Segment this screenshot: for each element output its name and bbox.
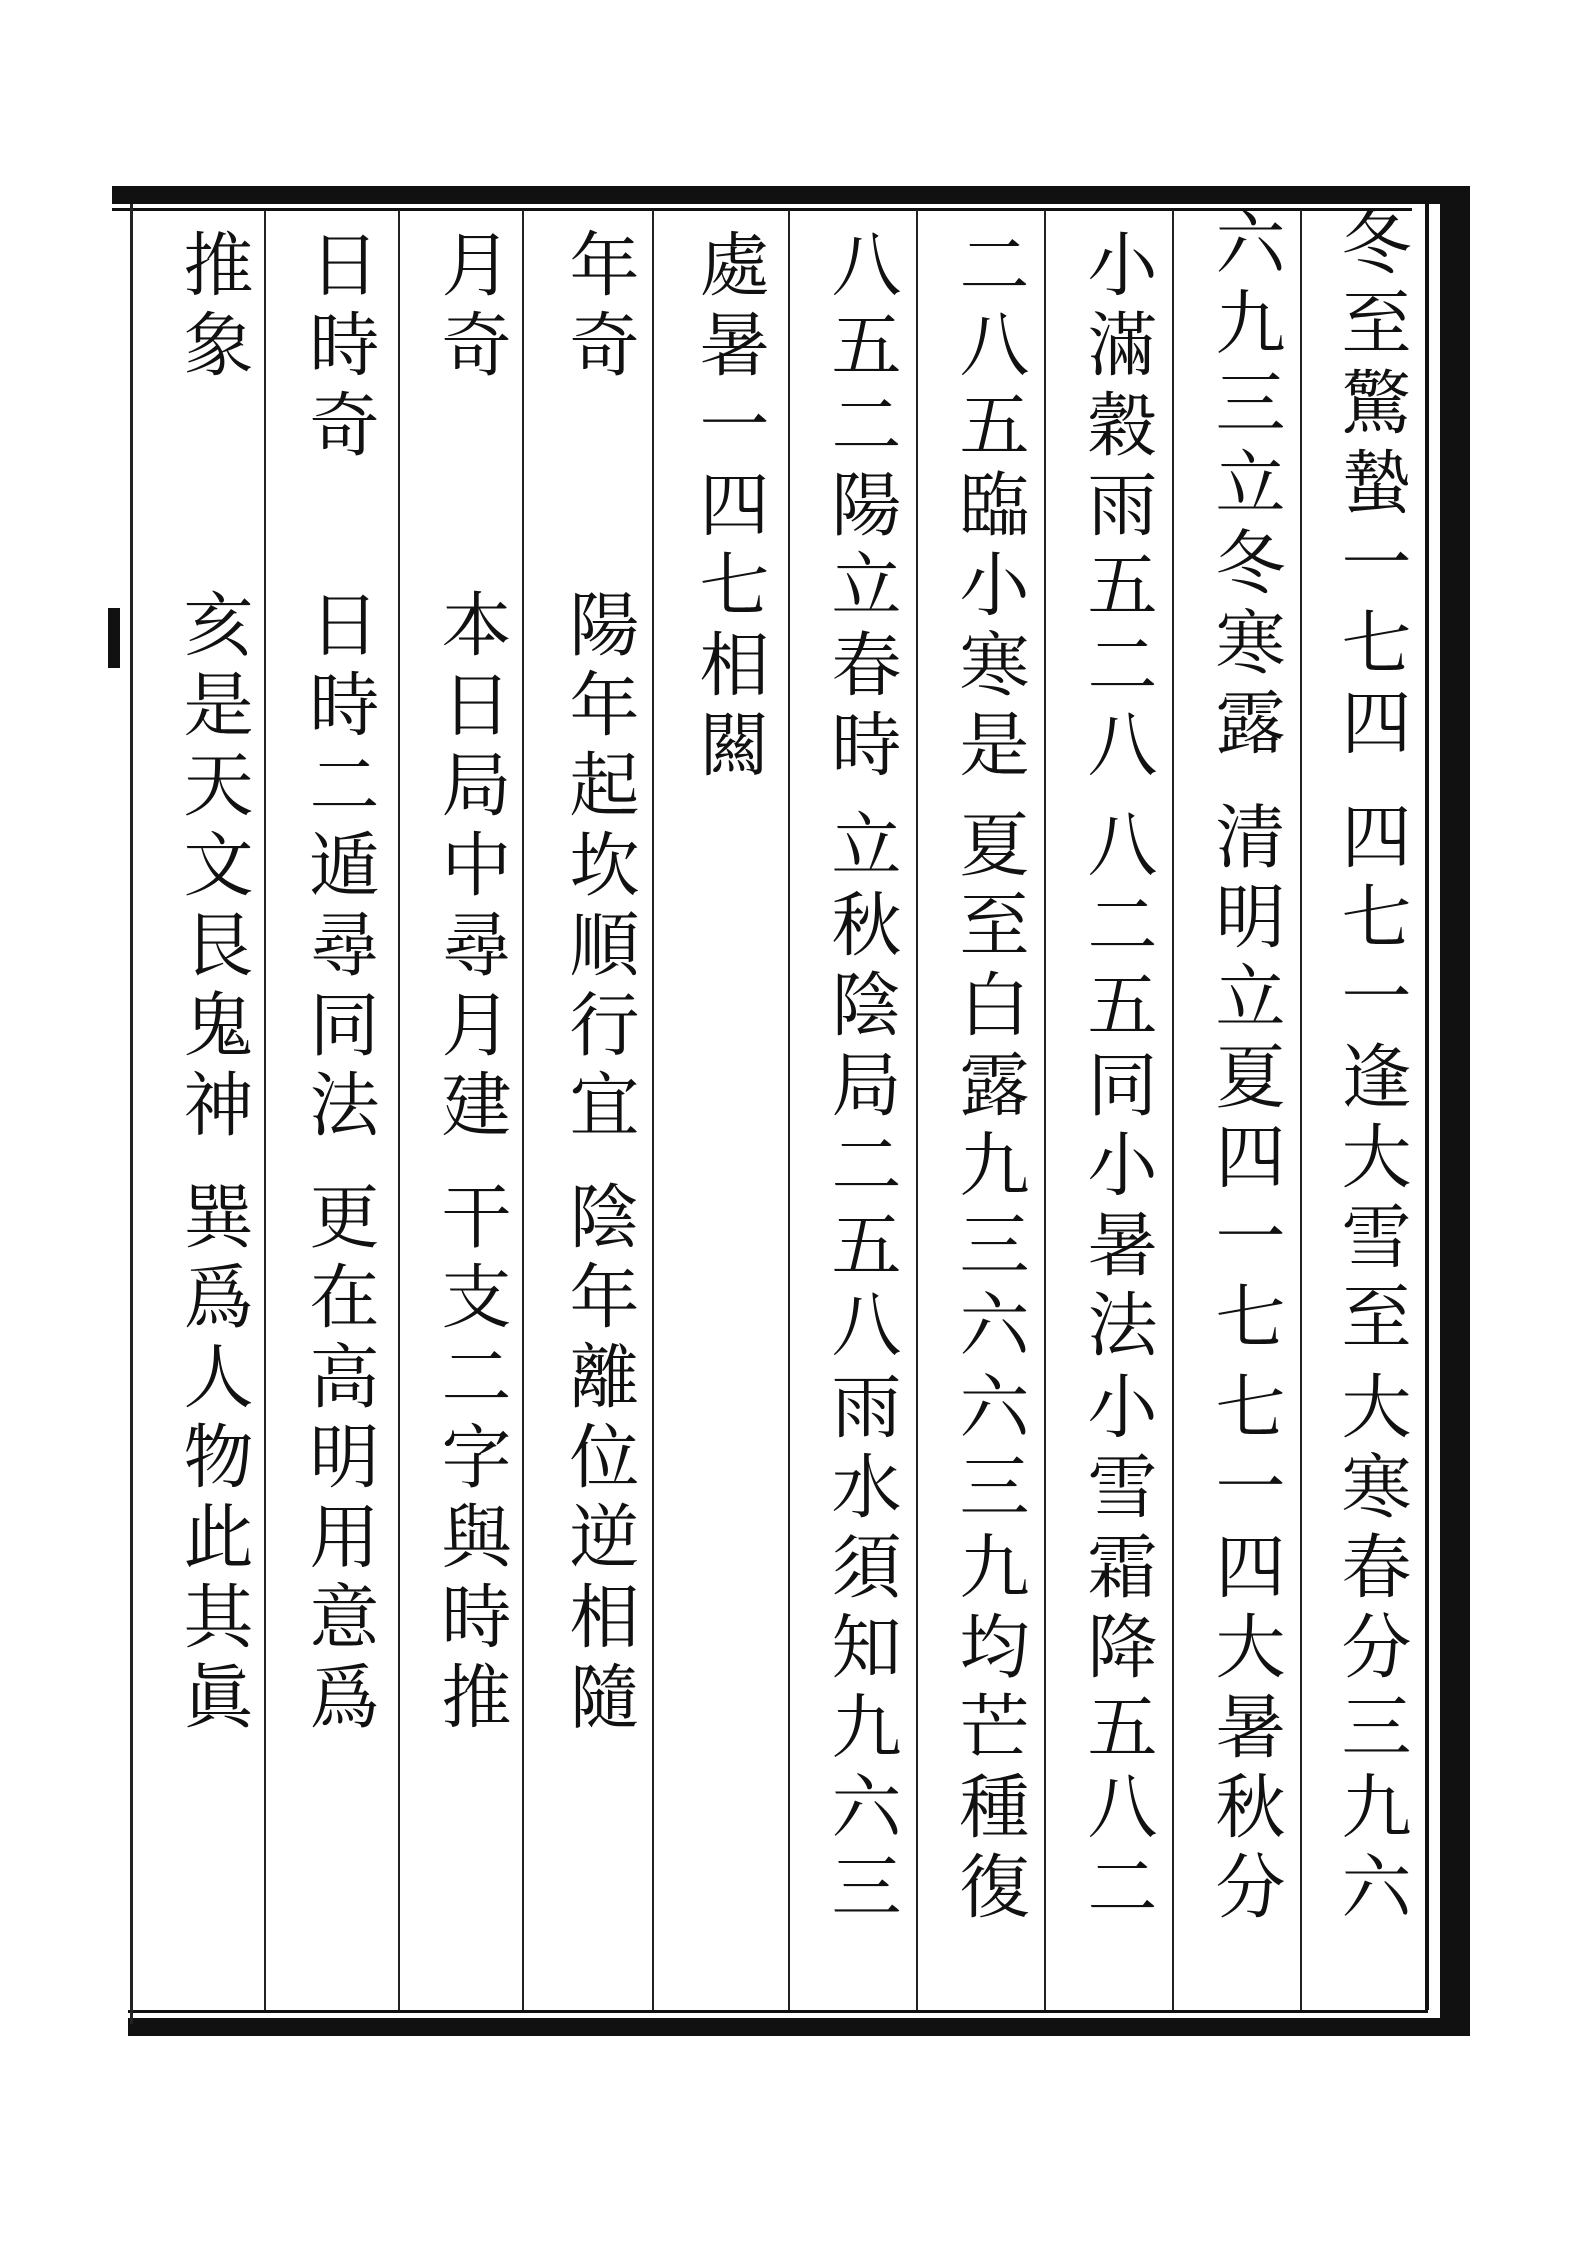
verse-line-mid: 清明立夏四一七 bbox=[1204, 800, 1286, 1360]
verse-line-mid: 八二五同小暑法 bbox=[1076, 808, 1158, 1368]
column-rule bbox=[652, 210, 654, 2010]
verse-line-tail: 雨水須知九六三 bbox=[820, 1370, 902, 1930]
verse-line-tail: 巽爲人物此其眞 bbox=[172, 1180, 254, 1740]
section-heading: 推象 bbox=[172, 228, 254, 388]
verse-line-tail: 干支二字與時推 bbox=[430, 1180, 512, 1740]
section-heading: 年奇 bbox=[558, 228, 640, 388]
column-rule bbox=[522, 210, 524, 2010]
column-rule bbox=[1172, 210, 1174, 2010]
verse-line-mid: 亥是天文艮鬼神 bbox=[172, 588, 254, 1148]
verse-line-head: 二八五臨小寒是 bbox=[948, 228, 1030, 788]
column-rule bbox=[916, 210, 918, 2010]
frame-bottom-inner-line bbox=[128, 2010, 1428, 2013]
verse-line-tail: 小雪霜降五八二 bbox=[1076, 1370, 1158, 1930]
verse-line-tail: 六三九均芒種復 bbox=[948, 1370, 1030, 1930]
verse-line-head: 處暑一四七相闗 bbox=[688, 228, 770, 788]
verse-line-mid: 日時二遁尋同法 bbox=[298, 588, 380, 1148]
frame-right-inner-line bbox=[1425, 204, 1429, 2010]
frame-bottom-border bbox=[128, 2018, 1468, 2036]
verse-line-head: 冬至驚蟄一七四 bbox=[1330, 206, 1412, 766]
verse-line-mid: 四七一逢大雪至 bbox=[1330, 800, 1412, 1360]
verse-line-head: 六九三立冬寒露 bbox=[1204, 206, 1286, 766]
section-heading: 日時奇 bbox=[298, 228, 380, 468]
verse-line-mid: 陽年起坎順行宜 bbox=[558, 588, 640, 1148]
column-rule bbox=[788, 210, 790, 2010]
verse-line-tail: 更在高明用意爲 bbox=[298, 1180, 380, 1740]
column-rule bbox=[1300, 210, 1302, 2010]
verse-line-head: 小滿穀雨五二八 bbox=[1076, 228, 1158, 788]
section-heading: 月奇 bbox=[430, 228, 512, 388]
verse-line-head: 八五二陽立春時 bbox=[820, 228, 902, 788]
verse-line-mid: 本日局中尋月建 bbox=[430, 588, 512, 1148]
verse-line-tail: 大寒春分三九六 bbox=[1330, 1370, 1412, 1930]
verse-line-mid: 夏至白露九三六 bbox=[948, 808, 1030, 1368]
frame-left-border bbox=[130, 204, 133, 2024]
frame-right-border bbox=[1440, 186, 1470, 2036]
verse-line-mid: 立秋陰局二五八 bbox=[820, 808, 902, 1368]
frame-top-border bbox=[112, 186, 1470, 204]
spine-mark bbox=[108, 608, 120, 668]
verse-line-tail: 陰年離位逆相隨 bbox=[558, 1180, 640, 1740]
column-rule bbox=[398, 210, 400, 2010]
column-rule bbox=[1044, 210, 1046, 2010]
verse-line-tail: 七一四大暑秋分 bbox=[1204, 1370, 1286, 1930]
column-rule bbox=[264, 210, 266, 2010]
